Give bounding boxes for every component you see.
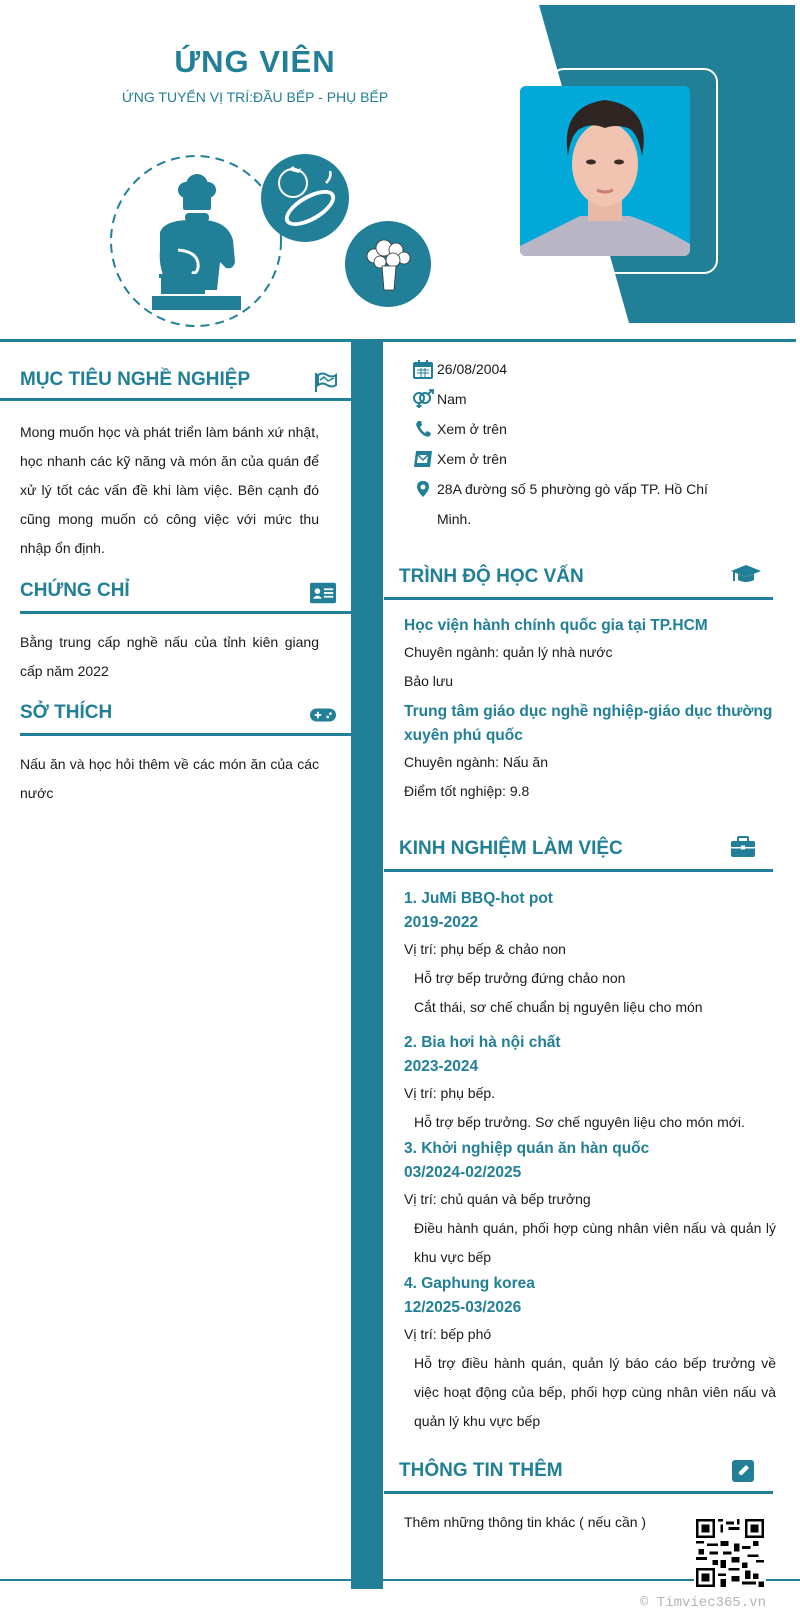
job-period: 03/2024-02/2025 xyxy=(404,1164,522,1181)
experience-title: KINH NGHIỆM LÀM VIỆC xyxy=(399,838,623,859)
education-school: Học viện hành chính quốc gia tại TP.HCM xyxy=(404,617,708,634)
hobbies-divider xyxy=(20,733,351,736)
contact-list xyxy=(409,354,739,534)
objective-divider xyxy=(0,398,351,401)
calendar-icon xyxy=(409,354,437,384)
additional-divider xyxy=(384,1491,773,1494)
gender-icon xyxy=(409,384,437,414)
experience-divider xyxy=(384,869,773,872)
education-line: Chuyên ngành: Nấu ăn xyxy=(404,754,548,770)
id-card-icon xyxy=(310,582,336,604)
contact-phone xyxy=(409,414,739,444)
center-accent-bar xyxy=(351,340,383,1589)
contact-dob-value: 26/08/2004 xyxy=(437,361,508,377)
top-divider xyxy=(0,339,796,342)
broccoli-icon xyxy=(345,221,431,307)
job-period: 2019-2022 xyxy=(404,914,479,931)
edit-icon xyxy=(730,1460,756,1482)
job-position: Vị trí: phụ bếp & chảo non xyxy=(404,941,566,957)
watermark: © Timviec365.vn xyxy=(640,1595,767,1611)
job-task: Hỗ trợ bếp trưởng đứng chảo non xyxy=(414,970,626,986)
job-position: Vị trí: bếp phó xyxy=(404,1326,492,1342)
candidate-photo xyxy=(520,86,690,256)
bottom-divider xyxy=(0,1579,800,1581)
job-company: 4. Gaphung korea xyxy=(404,1275,535,1292)
contact-gender xyxy=(409,384,739,414)
location-icon xyxy=(409,474,437,504)
applied-position: ỨNG TUYỂN VỊ TRÍ:ĐẦU BẾP - PHỤ BẾP xyxy=(121,89,389,105)
job-task: Cắt thái, sơ chế chuẩn bị nguyên liệu cho món xyxy=(414,999,703,1015)
certificates-title: CHỨNG CHỈ xyxy=(20,580,130,601)
job-task: Điều hành quán, phối hợp cùng nhân viên nấu và quản lý khu vực bếp xyxy=(414,1220,776,1265)
education-divider xyxy=(384,597,773,600)
contact-email xyxy=(409,444,739,474)
job-period: 2023-2024 xyxy=(404,1058,479,1075)
job-task: Hỗ trợ điều hành quán, quản lý báo cáo bếp trưởng về việc hoạt động của bếp, phối hợp cùng nhân viên nấu và quản lý khu vực bếp xyxy=(414,1355,776,1429)
objective-text: Mong muốn học và phát triển làm bánh xứ nhật, học nhanh các kỹ năng và món ăn của quán để xử lý tốt các vấn đề khi làm việc. Bên cạnh đó cũng mong muốn có công việc với mức thu nhập ổn định. xyxy=(20,424,319,556)
gamepad-icon xyxy=(310,704,336,726)
vegetables-icon xyxy=(261,154,349,242)
additional-title: THÔNG TIN THÊM xyxy=(399,1460,563,1481)
job-item xyxy=(404,1137,776,1272)
job-company: 2. Bia hơi hà nội chất xyxy=(404,1034,561,1051)
job-company: 3. Khởi nghiệp quán ăn hàn quốc xyxy=(404,1140,650,1157)
job-item xyxy=(404,1031,776,1137)
chef-cooking-icon xyxy=(152,174,241,310)
contact-phone-value: Xem ở trên xyxy=(437,421,507,437)
candidate-name: ỨNG VIÊN xyxy=(174,44,336,79)
experience-list xyxy=(404,887,776,1436)
contact-dob xyxy=(409,354,739,384)
hobbies-title: SỞ THÍCH xyxy=(20,702,113,723)
job-item xyxy=(404,1272,776,1436)
briefcase-icon xyxy=(730,836,756,858)
job-task: Hỗ trợ bếp trưởng. Sơ chế nguyên liệu cho món mới. xyxy=(414,1114,745,1130)
additional-text: Thêm những thông tin khác ( nếu cần ) xyxy=(404,1514,647,1530)
job-position: Vị trí: chủ quán và bếp trưởng xyxy=(404,1191,591,1207)
education-title: TRÌNH ĐỘ HỌC VẤN xyxy=(399,566,584,587)
education-line: Chuyên ngành: quản lý nhà nước xyxy=(404,644,613,660)
phone-icon xyxy=(409,414,437,444)
flag-icon xyxy=(313,371,339,393)
education-line: Bảo lưu xyxy=(404,673,454,689)
job-company: 1. JuMi BBQ-hot pot xyxy=(404,890,553,907)
contact-address xyxy=(409,474,739,534)
objective-title: MỤC TIÊU NGHỀ NGHIỆP xyxy=(20,369,251,390)
contact-gender-value: Nam xyxy=(437,391,467,407)
hobbies-text: Nấu ăn và học hỏi thêm về các món ăn của các nước xyxy=(20,756,319,801)
education-line: Điểm tốt nghiệp: 9.8 xyxy=(404,783,530,799)
email-icon xyxy=(409,444,437,474)
job-period: 12/2025-03/2026 xyxy=(404,1299,522,1316)
contact-address-value: 28A đường số 5 phường gò vấp TP. Hồ Chí Minh. xyxy=(437,481,708,527)
qr-code xyxy=(694,1517,766,1589)
education-list xyxy=(404,614,776,806)
job-position: Vị trí: phụ bếp. xyxy=(404,1085,496,1101)
certificates-divider xyxy=(20,611,351,614)
education-school: Trung tâm giáo dục nghề nghiệp-giáo dục thường xuyên phú quốc xyxy=(404,703,773,744)
contact-email-value: Xem ở trên xyxy=(437,451,507,467)
certificates-text: Bằng trung cấp nghề nấu của tỉnh kiên giang cấp năm 2022 xyxy=(20,634,319,679)
job-item xyxy=(404,887,776,1022)
graduation-cap-icon xyxy=(730,564,762,586)
